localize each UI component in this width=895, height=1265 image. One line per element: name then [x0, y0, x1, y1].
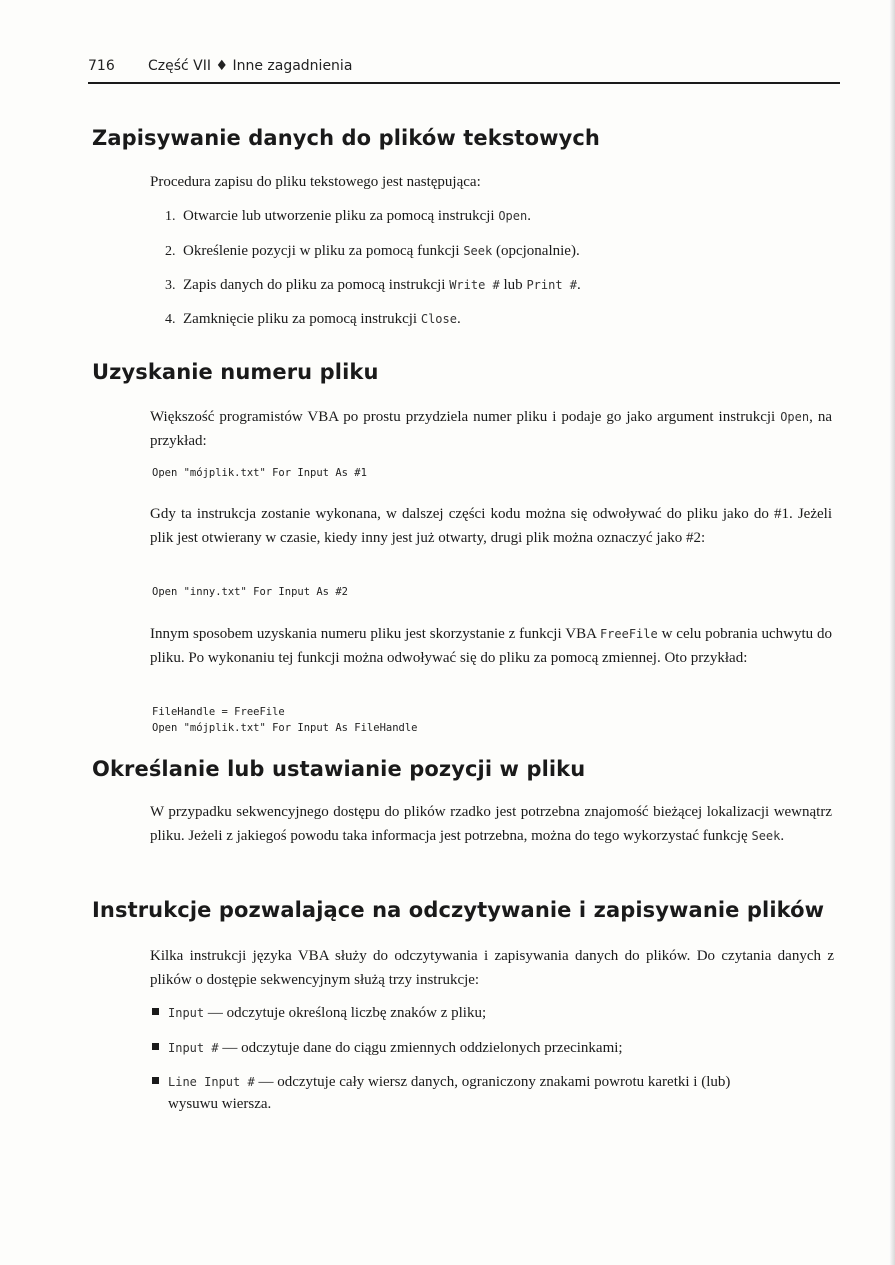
- inline-code: Input #: [168, 1041, 219, 1055]
- section1-intro: Procedura zapisu do pliku tekstowego jest następująca:: [150, 174, 481, 190]
- code-example-1: Open "mójplik.txt" For Input As #1: [152, 467, 367, 479]
- bullet-square-icon: [152, 1008, 159, 1015]
- section-heading-read-write-statements: Instrukcje pozwalające na odczytywanie i zapisywanie plików: [92, 898, 825, 922]
- step-number: 4.: [165, 312, 176, 327]
- section-heading-file-position: Określanie lub ustawianie pozycji w pliku: [92, 757, 586, 781]
- section3-paragraph: [150, 800, 832, 848]
- paragraph-text: Innym sposobem uzyskania numeru pliku jest skorzystanie z funkcji VBA: [150, 626, 600, 642]
- paragraph-text: W przypadku sekwencyjnego dostępu do plików rzadko jest potrzebna znajomość bieżącej lokalizacji wewnątrz pliku. Jeżeli z jakiegoś powodu taka informacja jest potrzebna, można do tego wykorzystać funkcję: [150, 804, 832, 844]
- inline-code: FreeFile: [599, 627, 658, 641]
- code-example-3: FileHandle = FreeFile Open "mójplik.txt" For Input As FileHandle: [152, 706, 418, 734]
- paragraph-text-end: .: [780, 828, 785, 844]
- section-heading-file-number: Uzyskanie numeru pliku: [92, 360, 379, 384]
- inline-code: Write #: [449, 278, 500, 292]
- numbered-step: [165, 205, 825, 228]
- paragraph-text: Większość programistów VBA po prostu przydziela numer pliku i podaje go jako argument instrukcji: [150, 409, 781, 425]
- step-text: Zamknięcie pliku za pomocą instrukcji: [183, 311, 421, 327]
- step-text-end: .: [456, 311, 461, 327]
- inline-code: Input: [168, 1006, 205, 1020]
- section2-paragraph-3: [150, 622, 832, 670]
- section-heading-saving-text-files: Zapisywanie danych do plików tekstowych: [92, 126, 600, 150]
- inline-code: Line Input #: [168, 1075, 255, 1089]
- step-number: 2.: [165, 244, 176, 259]
- inline-code: Open: [498, 209, 528, 223]
- step-text: Otwarcie lub utworzenie pliku za pomocą instrukcji: [183, 208, 499, 224]
- bullet-text: — odczytuje dane do ciągu zmiennych oddzielonych przecinkami;: [218, 1040, 623, 1056]
- section2-paragraph-1: [150, 405, 832, 453]
- bullet-square-icon: [152, 1043, 159, 1050]
- numbered-step: [165, 308, 825, 331]
- step-number: 3.: [165, 278, 176, 293]
- chapter-title: Część VII ♦ Inne zagadnienia: [148, 58, 353, 74]
- numbered-step: [165, 274, 825, 297]
- inline-code: Print #: [526, 278, 578, 292]
- step-text: Określenie pozycji w pliku za pomocą funkcji: [183, 243, 464, 259]
- step-number: 1.: [165, 209, 176, 224]
- inline-code: Seek: [463, 244, 493, 258]
- bullet-square-icon: [152, 1077, 159, 1084]
- bullet-item: [152, 1002, 832, 1024]
- page-number: 716: [88, 58, 115, 74]
- step-text-end: .: [577, 277, 581, 293]
- step-text-end: .: [527, 208, 531, 224]
- bullet-item: [152, 1071, 768, 1115]
- step-text-middle: lub: [499, 277, 527, 293]
- inline-code: Seek: [751, 829, 781, 843]
- bullet-item: [152, 1037, 832, 1059]
- numbered-step: [165, 240, 825, 263]
- running-header: [88, 54, 840, 82]
- step-text-end: (opcjonalnie).: [492, 243, 580, 259]
- code-example-2: Open "inny.txt" For Input As #2: [152, 586, 348, 598]
- bullet-text: — odczytuje określoną liczbę znaków z pliku;: [204, 1005, 487, 1021]
- section4-paragraph: Kilka instrukcji języka VBA służy do odczytywania i zapisywania danych do plików. Do czytania danych z plików o dostępie sekwencyjnym służą trzy instrukcje:: [150, 948, 834, 988]
- inline-code: Close: [420, 312, 457, 326]
- section2-paragraph-2: Gdy ta instrukcja zostanie wykonana, w dalszej części kodu można się odwoływać do pliku jako do #1. Jeżeli plik jest otwierany w czasie, kiedy inny jest już otwarty, drugi plik można oznaczyć jako #2:: [150, 506, 832, 546]
- inline-code: Open: [780, 410, 810, 424]
- step-text: Zapis danych do pliku za pomocą instrukcji: [183, 277, 450, 293]
- bullet-text: — odczytuje cały wiersz danych, ograniczony znakami powrotu karetki i (lub) wysuwu wiersza.: [168, 1074, 731, 1112]
- header-rule: [88, 82, 840, 84]
- paragraph-text-end: w celu pobrania uchwytu do pliku. Po wykonaniu tej funkcji można odwoływać się do pliku za pomocą zmiennej. Oto przykład:: [150, 626, 832, 666]
- paragraph-text-end: , na przykład:: [150, 409, 832, 449]
- page-edge-shadow: [889, 0, 895, 1265]
